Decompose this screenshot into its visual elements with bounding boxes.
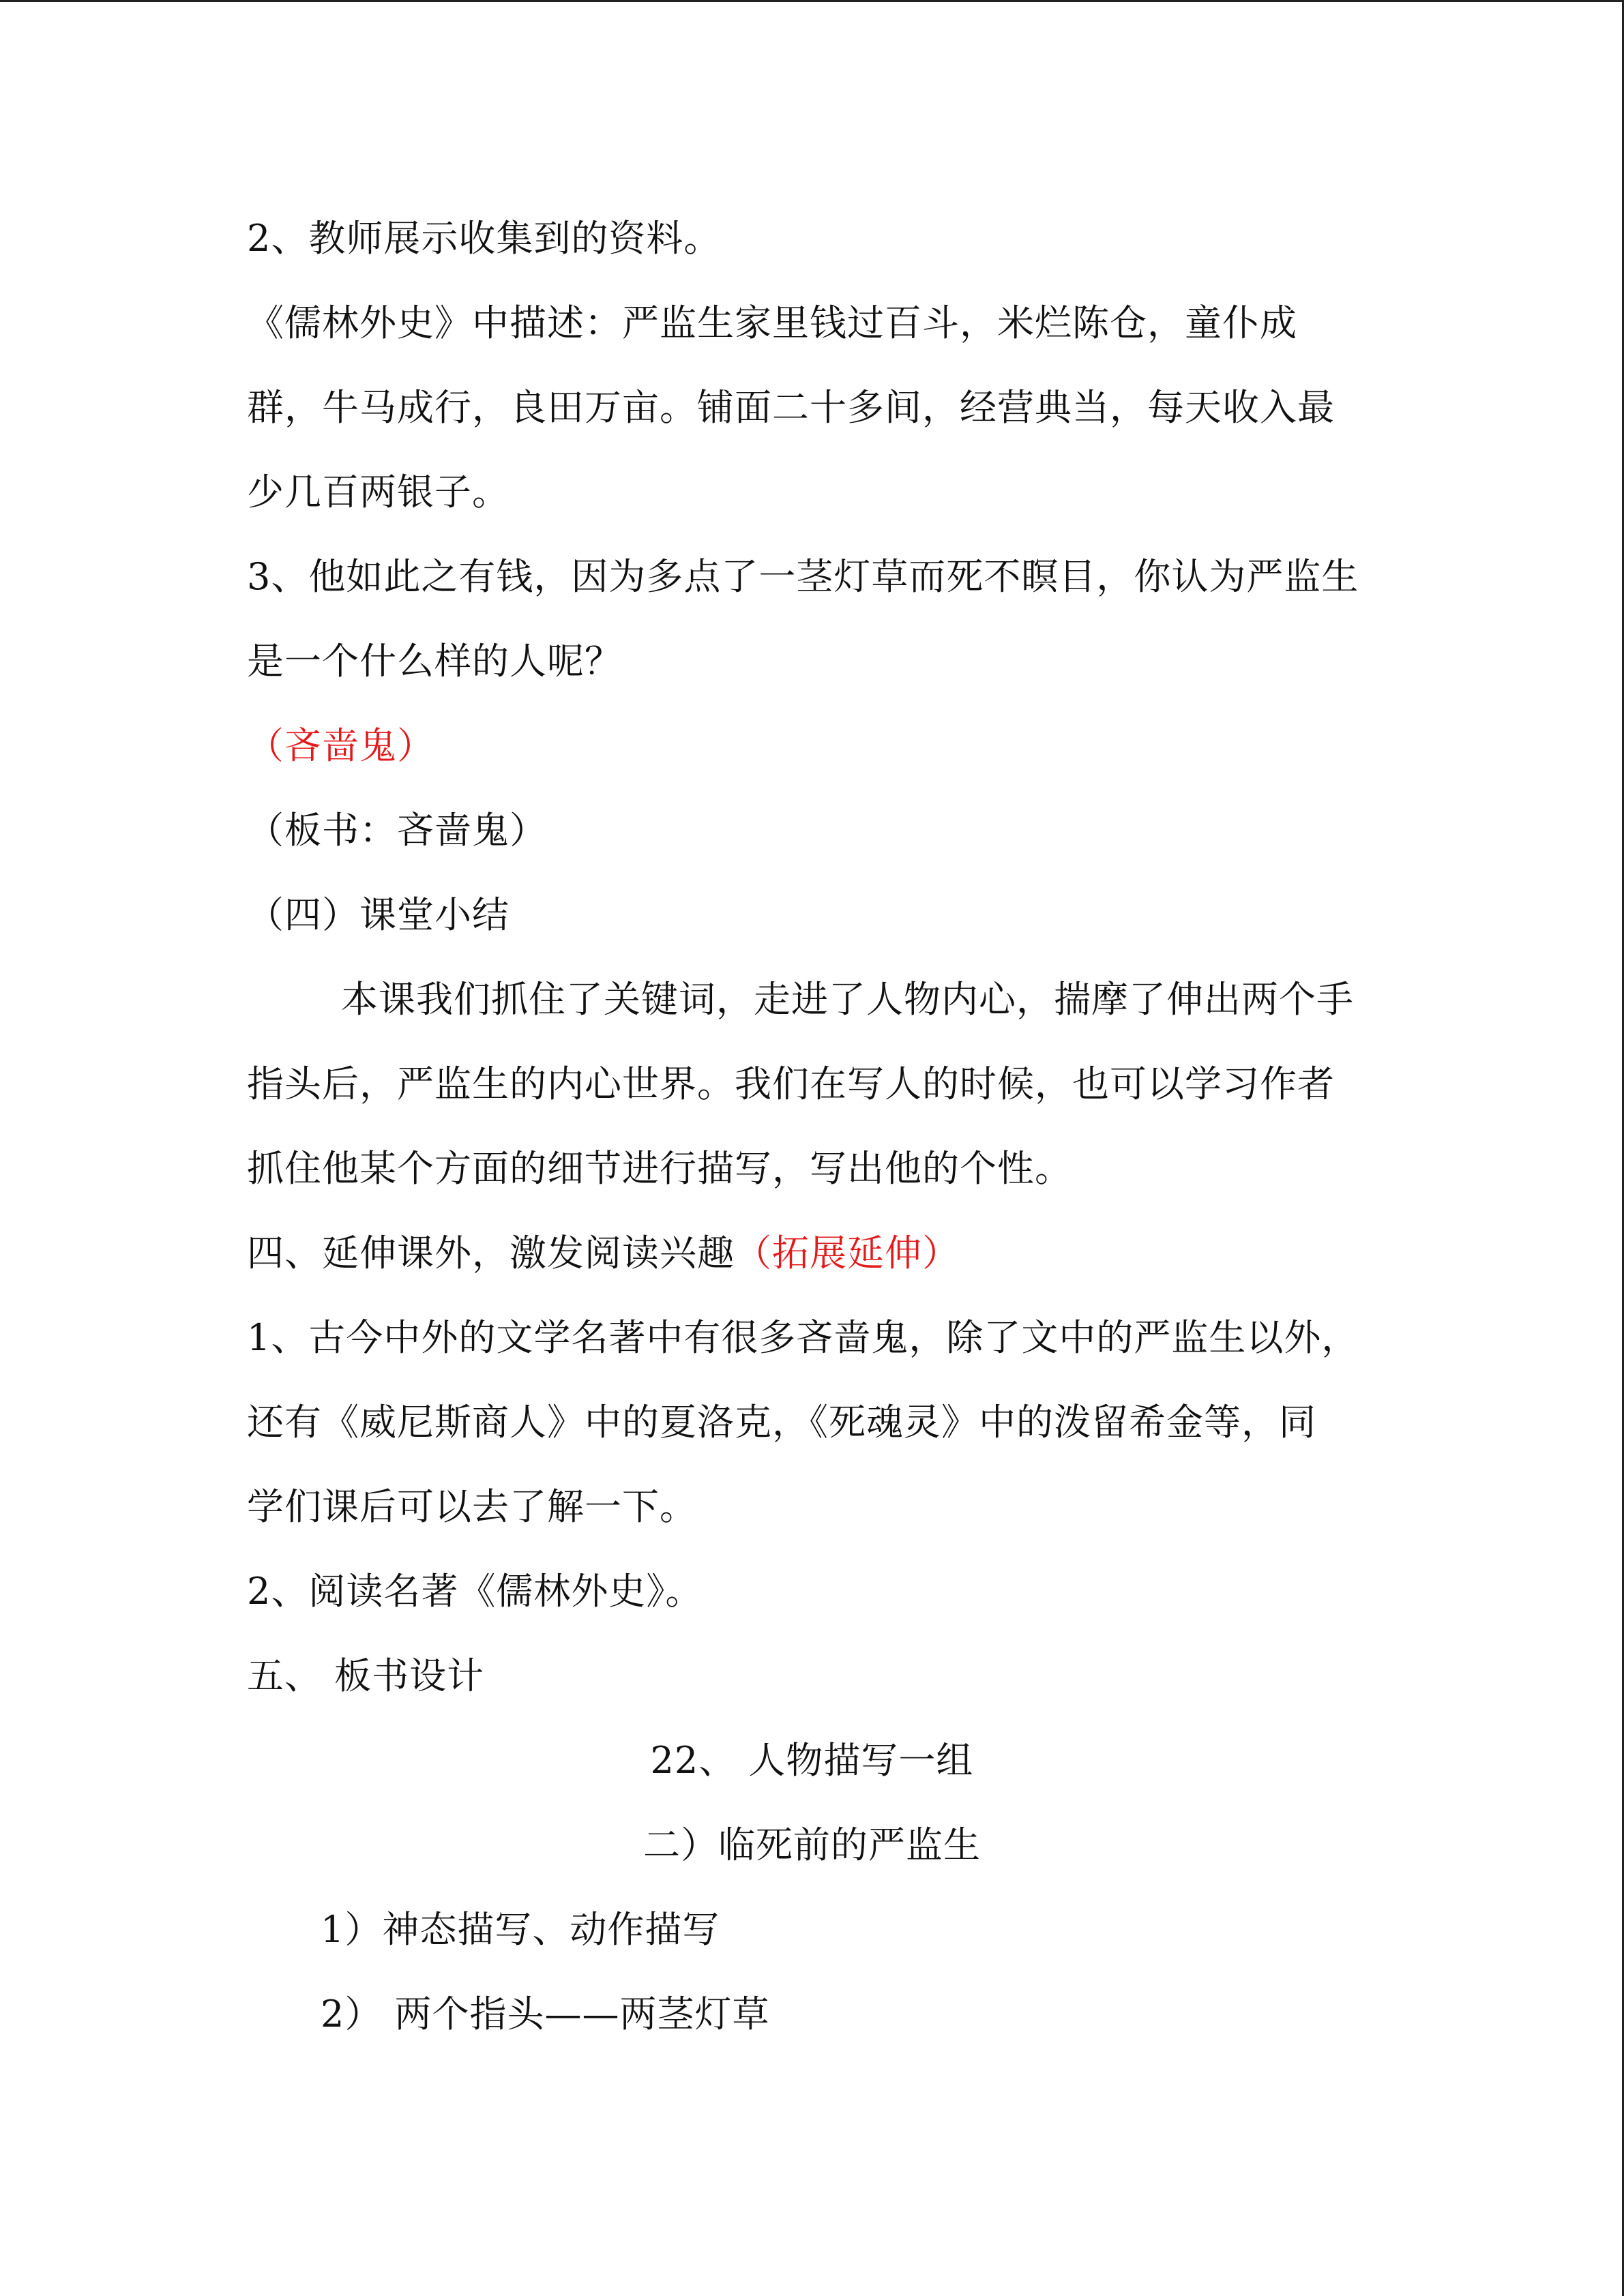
paragraph-line: 本课我们抓住了关键词，走进了人物内心，揣摩了伸出两个手 — [341, 978, 1354, 1021]
paragraph-line: 2、阅读名著《儒林外史》。 — [247, 1570, 703, 1613]
board-subtitle: 二）临死前的严监生 — [643, 1823, 981, 1866]
paragraph-line: 少几百两银子。 — [247, 471, 510, 513]
board-note: （板书：吝啬鬼） — [247, 809, 547, 852]
section-heading — [247, 1219, 960, 1287]
answer-highlight: （吝啬鬼） — [247, 724, 434, 767]
paragraph-line: 指头后，严监生的内心世界。我们在写人的时候，也可以学习作者 — [247, 1062, 1335, 1105]
paragraph-line: 1、古今中外的文学名著中有很多吝啬鬼，除了文中的严监生以外， — [247, 1316, 1359, 1359]
paragraph-line: 《儒林外史》中描述：严监生家里钱过百斗，米烂陈仓，童仆成 — [247, 301, 1297, 344]
paragraph-line: 2、教师展示收集到的资料。 — [247, 217, 722, 260]
paragraph-line: 还有《威尼斯商人》中的夏洛克，《死魂灵》中的泼留希金等，同 — [247, 1401, 1316, 1444]
paragraph-line: 是一个什么样的人呢？ — [247, 640, 622, 683]
section-heading-highlight: （拓展延伸） — [735, 1232, 960, 1274]
paragraph-line: 抓住他某个方面的细节进行描写，写出他的个性。 — [247, 1147, 1072, 1190]
section-heading-text: 四、延伸课外，激发阅读兴趣 — [247, 1232, 735, 1274]
page-border-top — [0, 0, 1624, 2]
board-item: 1）神态描写、动作描写 — [321, 1908, 720, 1951]
board-title: 22、 人物描写一组 — [650, 1739, 974, 1782]
paragraph-line: 3、他如此之有钱，因为多点了一茎灯草而死不瞑目，你认为严监生 — [247, 555, 1359, 598]
paragraph-line: 学们课后可以去了解一下。 — [247, 1485, 697, 1528]
section-heading: 五、 板书设计 — [247, 1654, 485, 1697]
board-item: 2） 两个指头——两茎灯草 — [321, 1993, 770, 2036]
paragraph-line: 群，牛马成行，良田万亩。铺面二十多间，经营典当，每天收入最 — [247, 386, 1335, 429]
section-heading: （四）课堂小结 — [247, 893, 510, 936]
